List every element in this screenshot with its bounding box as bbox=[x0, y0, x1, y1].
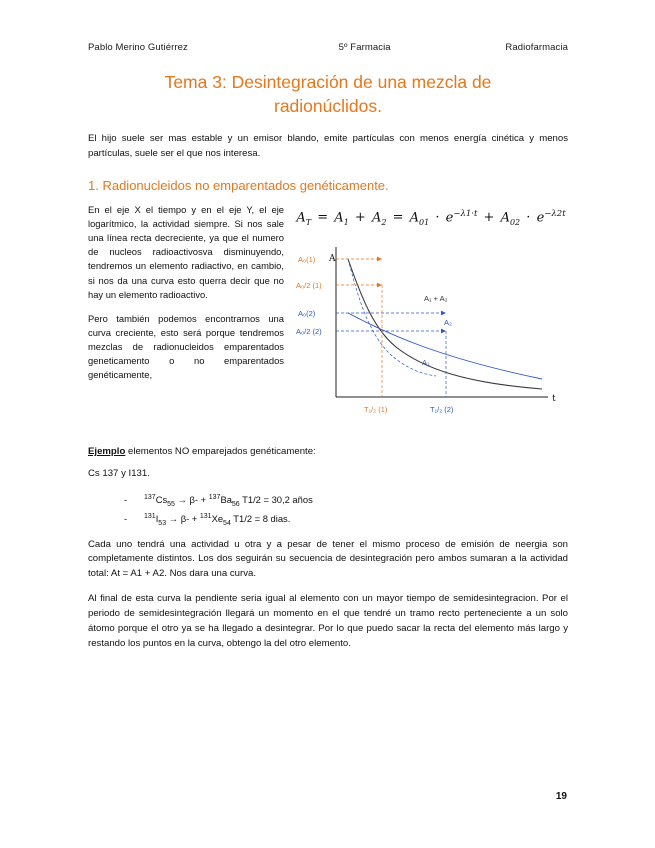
formula-a2: A bbox=[371, 210, 382, 226]
example-text: elementos NO emparejados genéticamente: bbox=[125, 445, 316, 457]
header-subject: Radiofarmacia bbox=[505, 42, 568, 53]
label-a0-half-1: A₀/2 (1) bbox=[296, 280, 322, 290]
formula-exp-2: −λ2t bbox=[544, 208, 566, 219]
formula-dot-1: · bbox=[435, 210, 440, 226]
formula-lhs: A bbox=[296, 210, 306, 226]
formula-a02: A bbox=[500, 210, 510, 226]
arrow-a0-half-1 bbox=[377, 282, 382, 287]
label-a0-2: A₀(2) bbox=[298, 308, 316, 318]
iso-mass-1: 137 bbox=[144, 493, 156, 501]
example-isotopes: Cs 137 y I131. bbox=[88, 467, 150, 479]
arrow-a0-half-2 bbox=[441, 328, 446, 333]
formula-eq-2: = bbox=[392, 210, 404, 226]
formula-sub-01: 01 bbox=[419, 217, 430, 227]
decay-mode-2: β- + bbox=[180, 512, 200, 524]
formula-plus-1: + bbox=[354, 210, 366, 226]
formula-sub-02: 02 bbox=[509, 217, 521, 227]
right-figure-column bbox=[294, 203, 568, 432]
half-life-2: T1/2 = 8 dias. bbox=[230, 512, 291, 524]
list-bullet: - bbox=[124, 493, 128, 505]
arrow-1: → bbox=[177, 493, 187, 505]
section-heading-1: 1. Radionucleidos no emparentados genéticamente. bbox=[88, 177, 389, 193]
prod-mass-2: 131 bbox=[199, 512, 212, 520]
formula-sub-1: 1 bbox=[343, 217, 349, 227]
page-content bbox=[88, 42, 568, 662]
section1-paragraph-2: Pero también podemos encontrarnos una curva creciente, esto será porque tendremos mezclas de radionucleidos emparentados geneticamento o no emparentados genéticamente, bbox=[88, 312, 284, 381]
decay-equation-1 bbox=[144, 492, 313, 511]
decay-chart bbox=[296, 237, 568, 432]
label-a0-1: A₀(1) bbox=[298, 254, 316, 264]
left-text-column bbox=[88, 203, 284, 392]
page-number: 19 bbox=[555, 791, 567, 802]
iso-z-1: 55 bbox=[167, 500, 175, 508]
label-t-half-2: T₁/₂ (2) bbox=[430, 404, 454, 414]
formula-exp-1: −λ1·t bbox=[453, 208, 478, 219]
formula-e-2: e bbox=[536, 210, 545, 226]
decay-mode-1: β- + bbox=[189, 493, 209, 505]
prod-z-1: 56 bbox=[231, 500, 240, 508]
page-title: Tema 3: Desintegración de una mezcla de radionúclidos. bbox=[164, 72, 492, 116]
arrow-a0-1 bbox=[377, 256, 382, 261]
decay-equation-2 bbox=[144, 511, 290, 530]
section-1-body bbox=[88, 203, 568, 432]
list-item bbox=[124, 511, 568, 530]
prod-symbol-1: Ba bbox=[220, 493, 232, 505]
prod-mass-1: 137 bbox=[208, 493, 221, 501]
iso-z-2: 53 bbox=[158, 519, 167, 527]
iso-symbol-1: Cs bbox=[155, 493, 168, 505]
decay-equation-list bbox=[88, 492, 568, 530]
arrow-a0-2 bbox=[441, 310, 446, 315]
list-bullet: - bbox=[124, 512, 128, 524]
formula-plus-2: + bbox=[483, 210, 495, 226]
intro-paragraph: El hijo suele ser mas estable y un emisor blando, emite partículas con menos energía cinética y menos partículas, suele ser el que nos interesa. bbox=[88, 133, 568, 160]
label-a0-half-2: A₀/2 (2) bbox=[296, 326, 322, 336]
prod-z-2: 54 bbox=[223, 519, 231, 527]
label-curve-sum: A₁ + A₂ bbox=[424, 293, 448, 303]
prod-symbol-2: Xe bbox=[211, 512, 224, 524]
example-label: Ejemplo bbox=[88, 445, 126, 457]
paragraph-final: Al final de esta curva la pendiente seria igual al elemento con un mayor tiempo de semidesintegracion. Por el periodo de semidesintegración llegará un momento en el que tendré un tramo recto perteneciente a un solo átomo porque el otro ya se ha llegado a desintegrar. Por lo que puedo sacar la recta del elemento más largo y restando los puntos en la curva, obtengo la del otro elemento. bbox=[88, 593, 568, 649]
formula-a1: A bbox=[334, 210, 344, 226]
half-life-1: T1/2 = 30,2 años bbox=[239, 493, 313, 505]
iso-mass-2: 131 bbox=[144, 512, 156, 520]
page-header bbox=[88, 42, 568, 53]
example-intro bbox=[88, 446, 568, 457]
section1-paragraph-1: En el eje X el tiempo y en el eje Y, el eje logarítmico, la actividad siempre. Si nos sale una línea recta decreciente, ya que el numero de nucleos radioactivosva disminuyendo, tendremos un elemento radiactivo, en cambio, si nos da una curva esto querra decir que no hay un elemento radioactivo. bbox=[88, 203, 284, 300]
list-item bbox=[124, 492, 568, 511]
label-curve-a2: A₂ bbox=[444, 317, 452, 327]
header-course: 5º Farmacia bbox=[338, 42, 391, 53]
x-axis-label: t bbox=[552, 393, 556, 404]
y-axis-label: A bbox=[329, 253, 336, 264]
header-author: Pablo Merino Gutiérrez bbox=[88, 42, 188, 53]
decay-chart-svg bbox=[296, 237, 568, 432]
iso-symbol-2: I bbox=[155, 512, 159, 524]
formula-e-1: e bbox=[445, 210, 454, 226]
formula-a01: A bbox=[409, 210, 420, 226]
arrow-2: → bbox=[168, 512, 179, 524]
formula-dot-2: · bbox=[526, 210, 531, 226]
label-curve-a1: A₁ bbox=[422, 357, 430, 367]
formula-eq-1: = bbox=[317, 210, 329, 226]
formula-total-activity bbox=[294, 209, 568, 227]
formula-sub-2: 2 bbox=[381, 217, 387, 227]
label-t-half-1: T₁/₂ (1) bbox=[364, 404, 388, 414]
paragraph-after-list: Cada uno tendrá una actividad u otra y a pesar de tener el mismo proceso de emisión de neergia son completamente distintos. Los dos seguirán su secuencia de desintegración pero ambos sumaran a la actividad total: At = A1 + A2. Nos dara una curva. bbox=[88, 538, 568, 580]
formula-sub-T: T bbox=[305, 217, 312, 227]
